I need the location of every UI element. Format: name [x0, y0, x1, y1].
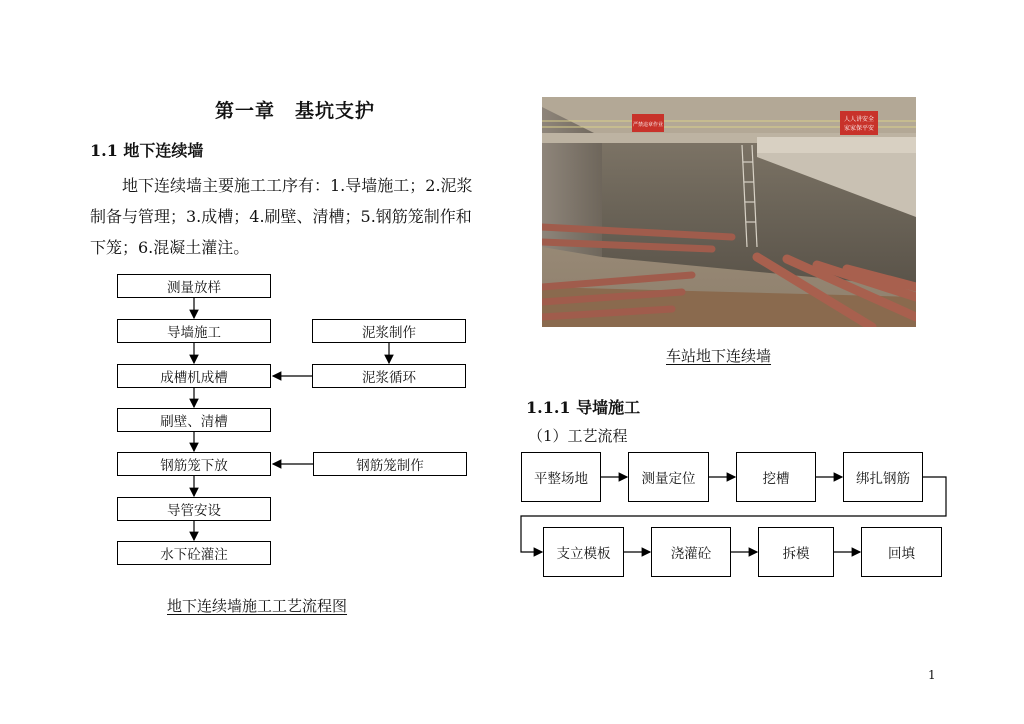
- flow-step-guide-wall: 导墙施工: [117, 319, 271, 343]
- flow-step-trenching: 成槽机成槽: [117, 364, 271, 388]
- intro-line-3: 下笼；6.混凝土灌注。: [90, 238, 250, 257]
- process-step-level-site: 平整场地: [521, 452, 601, 502]
- flow-step-wall-cleaning: 刷壁、清槽: [117, 408, 271, 432]
- flow-step-slurry-cycle: 泥浆循环: [312, 364, 466, 388]
- sign-right-line-1: 人人讲安全: [843, 116, 875, 123]
- flowchart-caption: 地下连续墙施工工艺流程图: [167, 597, 348, 615]
- process-step-rebar: 绑扎钢筋: [843, 452, 923, 502]
- page-number: 1: [928, 668, 936, 682]
- subsubsection-title: （1）工艺流程: [528, 427, 628, 445]
- process-step-pour: 浇灌砼: [651, 527, 731, 577]
- sign-right-line-2: 家家保平安: [843, 125, 875, 132]
- flow-step-cage-making: 钢筋笼制作: [313, 452, 467, 476]
- process-step-formwork: 支立模板: [543, 527, 624, 577]
- site-photo: [542, 97, 916, 327]
- process-step-backfill: 回填: [861, 527, 942, 577]
- intro-line-2: 制备与管理；3.成槽；4.刷壁、清槽；5.钢筋笼制作和: [90, 207, 472, 226]
- photo-caption: 车站地下连续墙: [666, 347, 772, 365]
- sign-left-text: 严禁违章作业: [632, 122, 664, 128]
- process-step-survey: 测量定位: [628, 452, 709, 502]
- process-step-demould: 拆模: [758, 527, 834, 577]
- flow-step-concrete: 水下砼灌注: [117, 541, 271, 565]
- flow-step-tremie: 导管安设: [117, 497, 271, 521]
- section-title: 1.1 地下连续墙: [90, 141, 204, 160]
- flow-step-slurry-making: 泥浆制作: [312, 319, 466, 343]
- subsection-title: 1.1.1 导墙施工: [526, 398, 641, 417]
- flow-step-survey: 测量放样: [117, 274, 271, 298]
- process-step-excavate: 挖槽: [736, 452, 816, 502]
- chapter-title: 第一章 基坑支护: [214, 100, 375, 122]
- flow-step-cage-lowering: 钢筋笼下放: [117, 452, 271, 476]
- intro-line-1: 地下连续墙主要施工工序有：1.导墙施工；2.泥浆: [122, 176, 473, 195]
